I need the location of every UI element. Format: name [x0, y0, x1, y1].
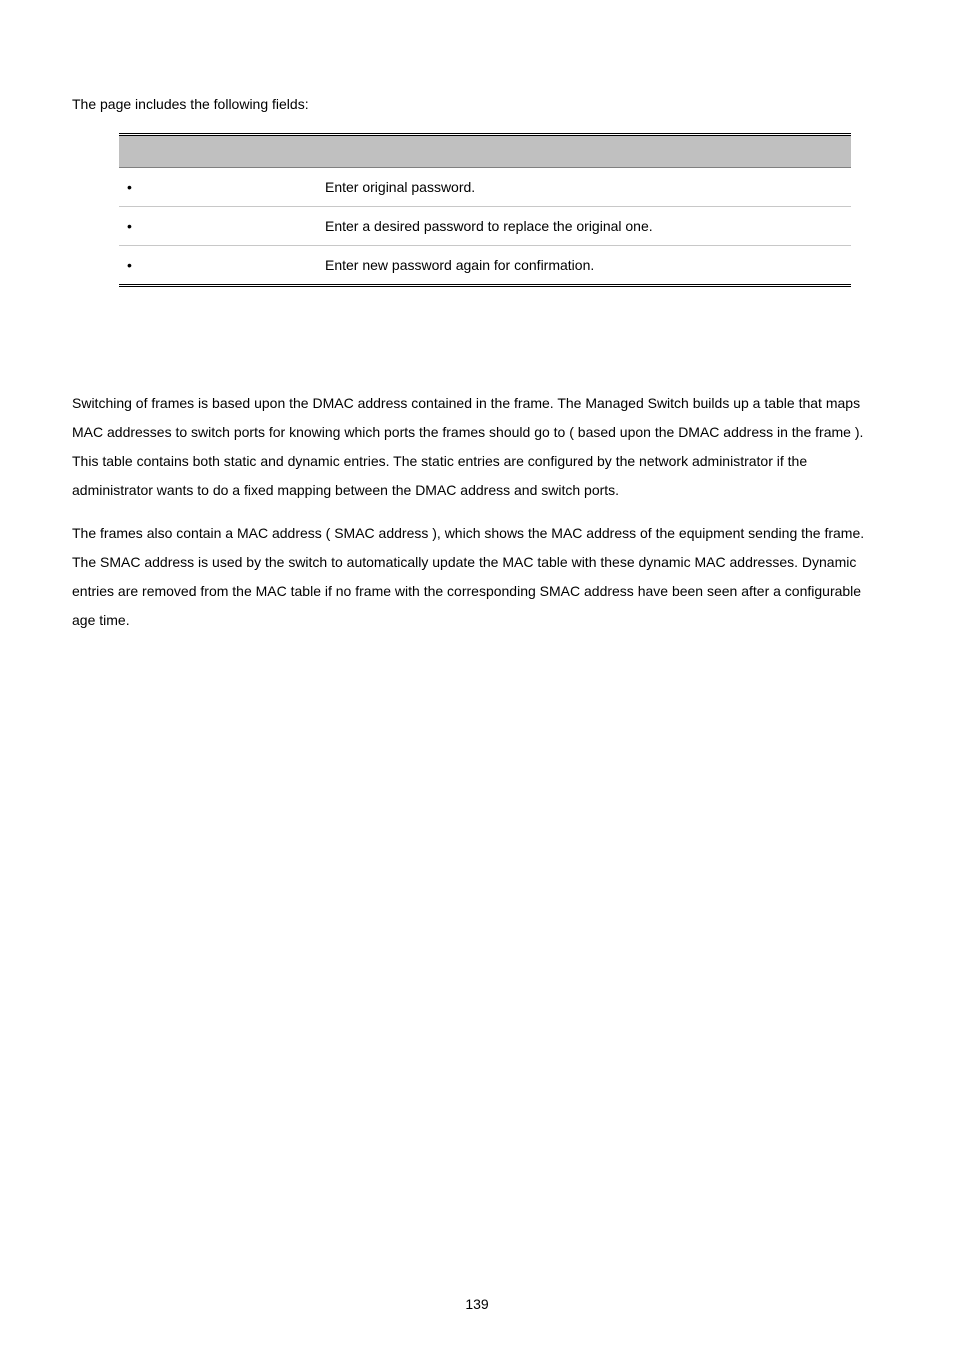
bullet-icon: •: [127, 179, 132, 195]
table-header: [119, 135, 851, 168]
table-row: [119, 207, 851, 246]
table-row: [119, 246, 851, 286]
description-cell: Enter original password.: [325, 168, 851, 207]
object-cell: [119, 168, 325, 207]
paragraph-dmac-switching: Switching of frames is based upon the DMAC address contained in the frame. The Managed Switch builds up a table that maps MAC addresses to switch ports for knowing which ports the frames should go to ( based upon the DMAC address in the frame ). This table contains both static and dynamic entries. The static entries are configured by the network administrator if the administrator wants to do a fixed mapping between the DMAC address and switch ports.: [72, 395, 864, 498]
fields-table: [119, 133, 851, 287]
description-cell: Enter a desired password to replace the original one.: [325, 207, 851, 246]
table-header-row: [119, 135, 851, 168]
bullet-icon: •: [127, 218, 132, 234]
intro-text: The page includes the following fields:: [72, 96, 309, 112]
description-cell: Enter new password again for confirmation.: [325, 246, 851, 286]
bullet-icon: •: [127, 257, 132, 273]
header-cell-object: [119, 135, 325, 168]
object-cell: [119, 246, 325, 286]
page-number: 139: [465, 1296, 489, 1312]
table-body: [119, 168, 851, 286]
header-cell-description: [325, 135, 851, 168]
paragraph-smac-learning: The frames also contain a MAC address ( SMAC address ), which shows the MAC address of the equipment sending the frame. The SMAC address is used by the switch to automatically update the MAC table with these dynamic MAC addresses. Dynamic entries are removed from the MAC table if no frame with the corresponding SMAC address have been seen after a configurable age time.: [72, 525, 865, 628]
object-cell: [119, 207, 325, 246]
table-row: [119, 168, 851, 207]
